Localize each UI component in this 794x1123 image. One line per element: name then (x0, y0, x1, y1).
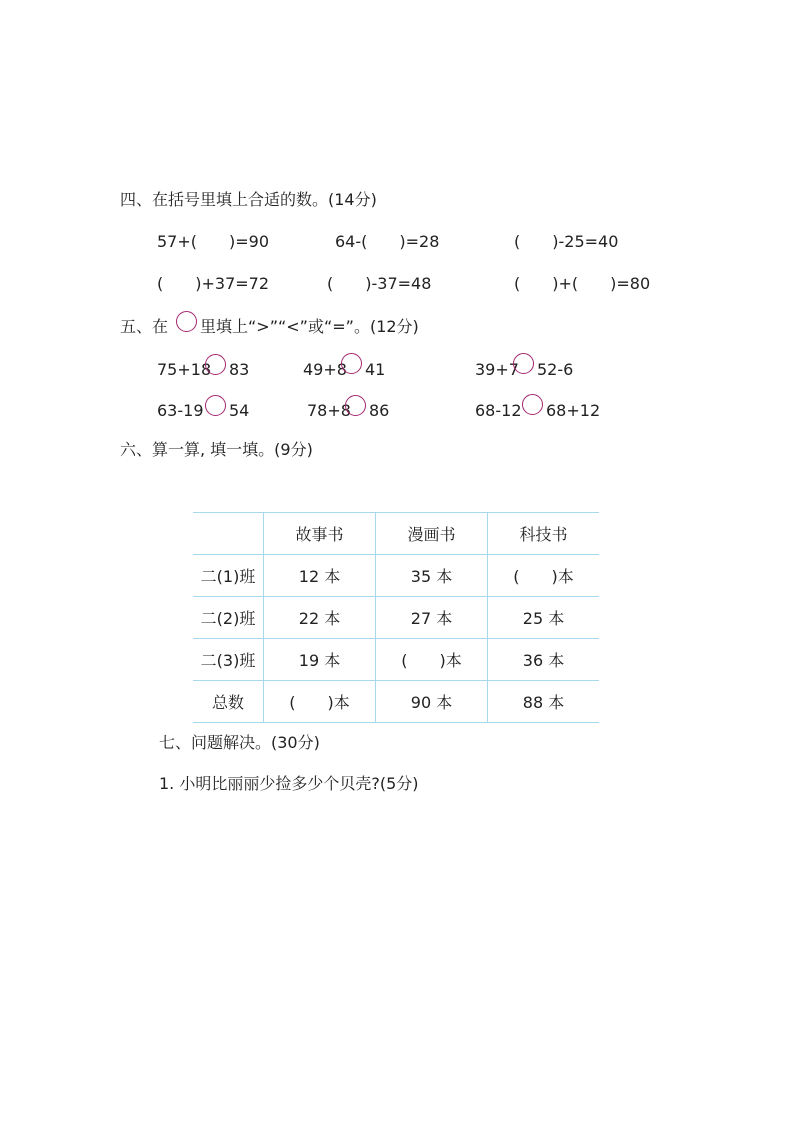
table-cell: 36 本 (488, 639, 600, 681)
compare-left: 39+7 (475, 360, 519, 379)
compare-right: 41 (365, 360, 386, 379)
table-cell-blank[interactable]: ( )本 (488, 555, 600, 597)
table-cell: 19 本 (264, 639, 376, 681)
table-header-row (193, 513, 599, 555)
fill-blank-equation[interactable]: 57+( )=90 (157, 232, 270, 251)
compare-circle[interactable] (341, 353, 362, 374)
table-cell: 22 本 (264, 597, 376, 639)
section5-heading-suffix: 里填上“>”“<”或“=”。(12分) (200, 317, 419, 336)
fill-blank-equation[interactable]: ( )+37=72 (157, 274, 270, 293)
table-row (193, 555, 599, 597)
fill-blank-equation[interactable]: ( )-25=40 (514, 232, 619, 251)
section5-heading-prefix: 五、在 (120, 317, 169, 336)
question-1: 1. 小明比丽丽少捡多少个贝壳?(5分) (159, 774, 419, 793)
section6-heading: 六、算一算, 填一填。(9分) (120, 440, 313, 459)
table-cell: 25 本 (488, 597, 600, 639)
compare-circle[interactable] (345, 395, 366, 416)
table-header-cell: 故事书 (264, 513, 376, 555)
compare-left: 49+8 (303, 360, 347, 379)
fill-blank-equation[interactable]: ( )+( )=80 (514, 274, 651, 293)
fill-blank-equation[interactable]: ( )-37=48 (327, 274, 432, 293)
row-label: 总数 (193, 681, 264, 723)
row-label: 二(3)班 (193, 639, 264, 681)
books-table (193, 512, 599, 723)
table-row (193, 681, 599, 723)
table-header-cell (193, 513, 264, 555)
row-label: 二(2)班 (193, 597, 264, 639)
table-cell: 12 本 (264, 555, 376, 597)
compare-left: 68-12 (475, 401, 522, 420)
section7-heading: 七、问题解决。(30分) (159, 733, 320, 752)
table-cell: 27 本 (376, 597, 488, 639)
compare-circle[interactable] (522, 394, 543, 415)
compare-right: 83 (229, 360, 250, 379)
table-cell: 90 本 (376, 681, 488, 723)
compare-circle-icon (176, 311, 197, 332)
compare-left: 63-19 (157, 401, 204, 420)
compare-circle[interactable] (205, 354, 226, 375)
compare-right: 68+12 (546, 401, 601, 420)
table-row (193, 639, 599, 681)
table-header-cell: 科技书 (488, 513, 600, 555)
compare-circle[interactable] (513, 353, 534, 374)
table-cell: 88 本 (488, 681, 600, 723)
compare-left: 75+18 (157, 360, 212, 379)
row-label: 二(1)班 (193, 555, 264, 597)
table-row (193, 597, 599, 639)
compare-right: 86 (369, 401, 390, 420)
compare-right: 52-6 (537, 360, 574, 379)
table-cell-blank[interactable]: ( )本 (264, 681, 376, 723)
compare-right: 54 (229, 401, 250, 420)
fill-blank-equation[interactable]: 64-( )=28 (335, 232, 440, 251)
section4-heading: 四、在括号里填上合适的数。(14分) (120, 190, 377, 209)
compare-circle[interactable] (205, 395, 226, 416)
table-cell-blank[interactable]: ( )本 (376, 639, 488, 681)
table-cell: 35 本 (376, 555, 488, 597)
compare-left: 78+8 (307, 401, 351, 420)
table-header-cell: 漫画书 (376, 513, 488, 555)
